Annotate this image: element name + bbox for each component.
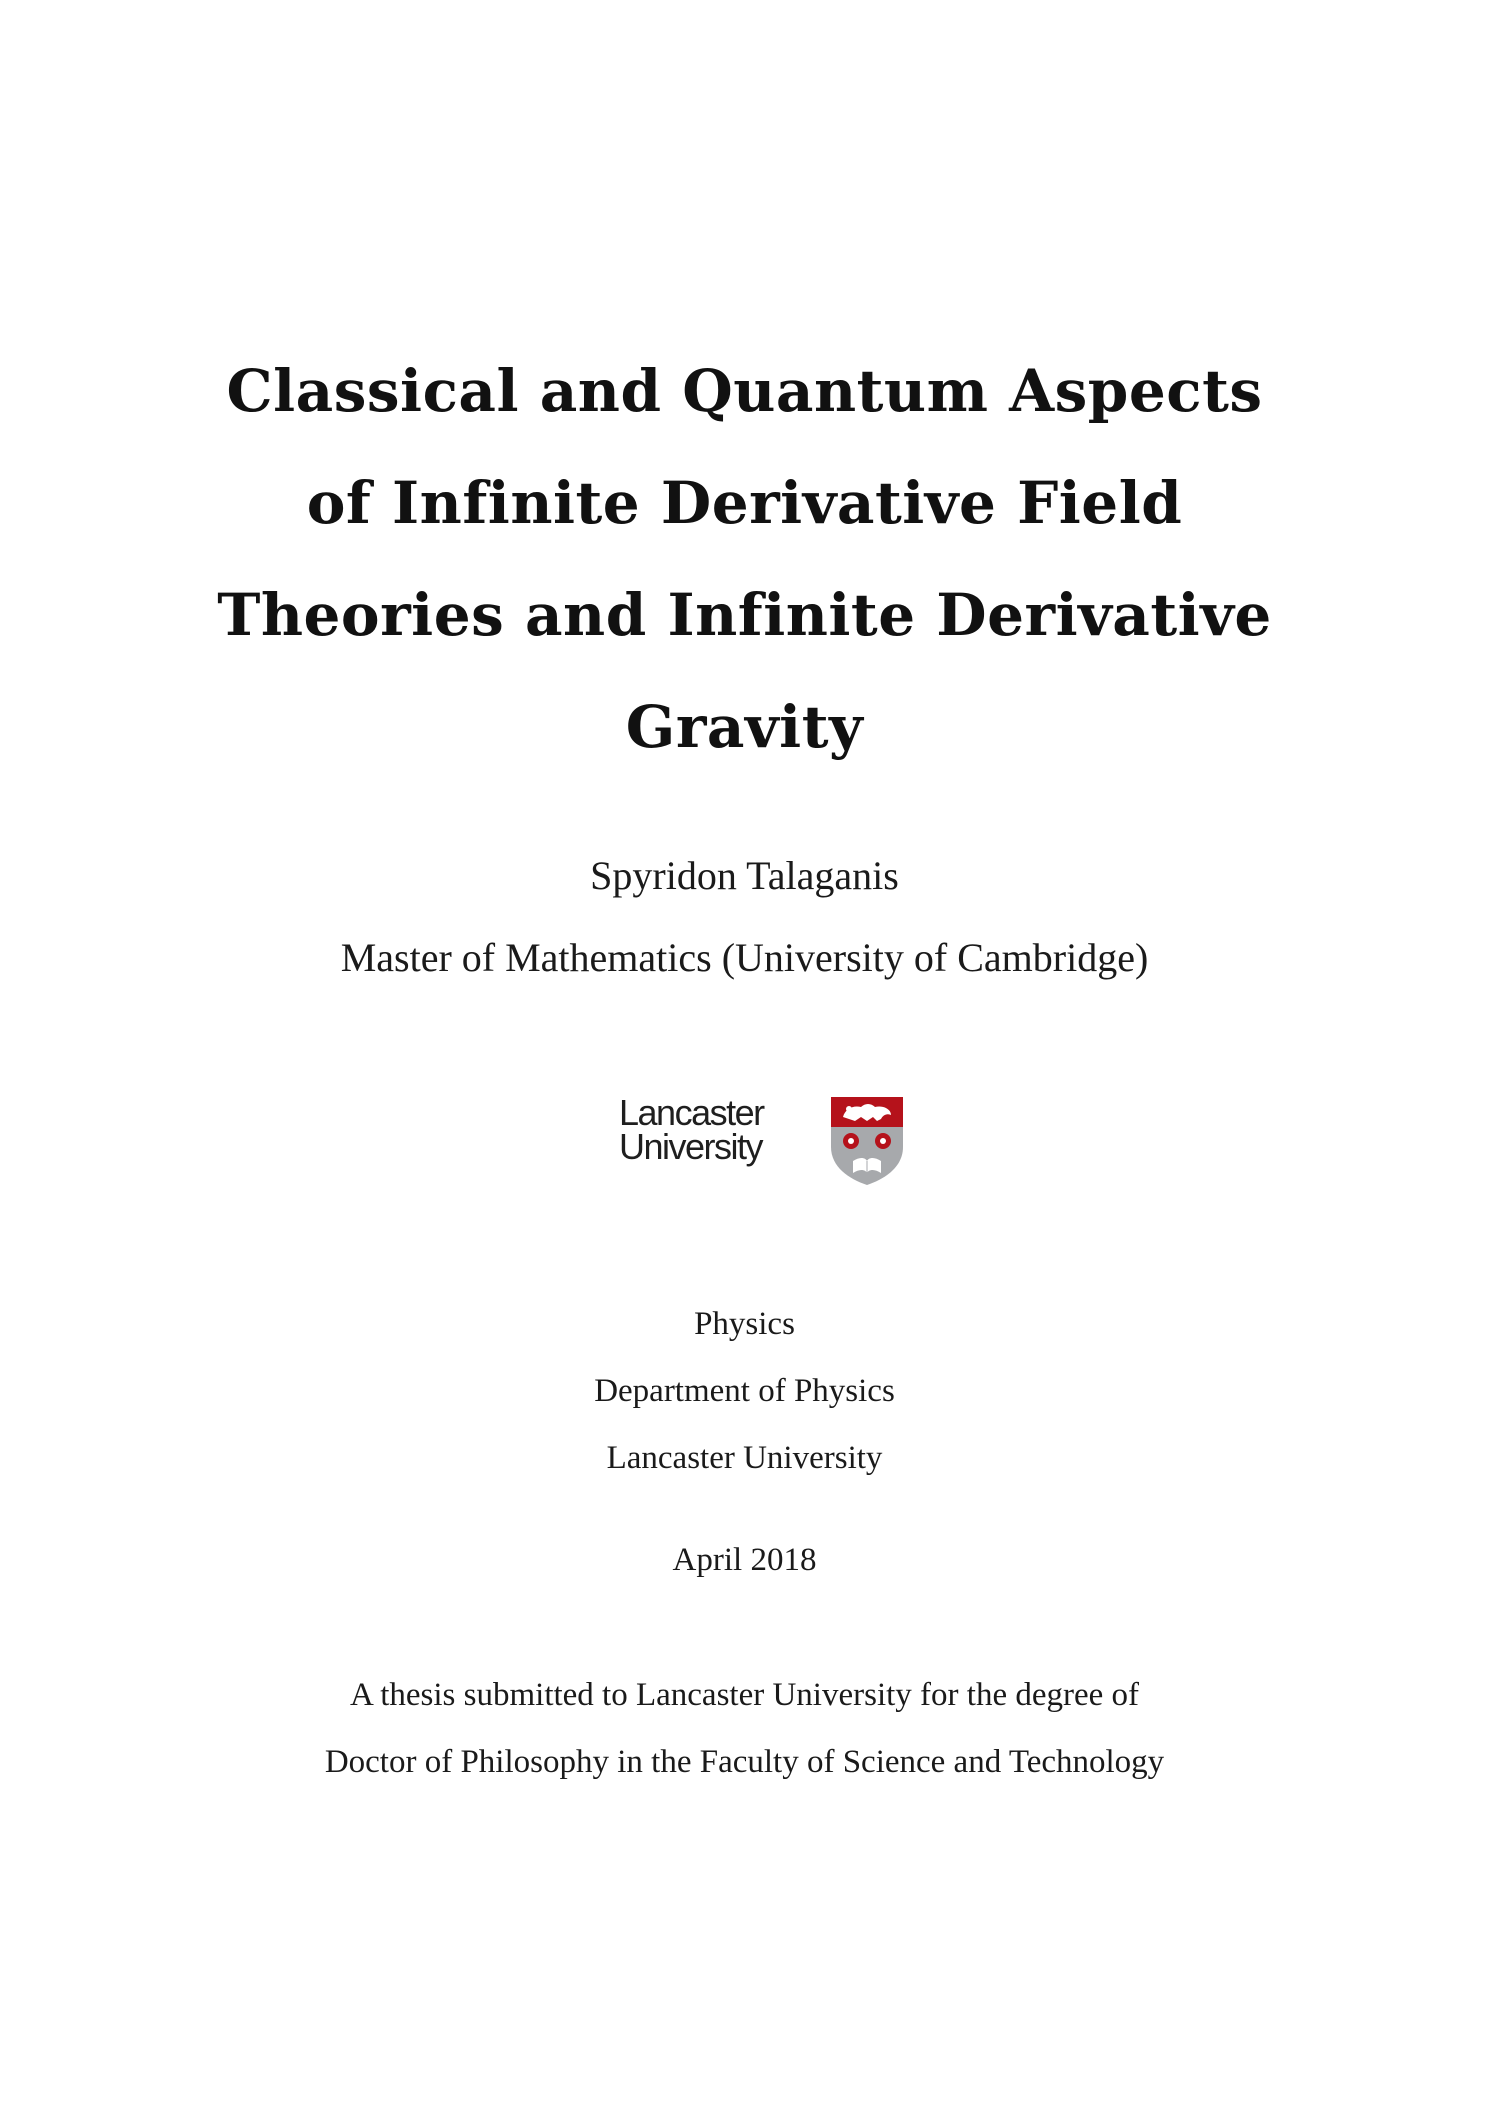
department-line-3: Lancaster University xyxy=(606,1440,883,1476)
prior-degree: Master of Mathematics (University of Cambridge) xyxy=(340,935,1149,980)
logo-line-2: University xyxy=(619,1126,763,1167)
title-line-4: Gravity xyxy=(625,693,864,761)
submission-date: April 2018 xyxy=(672,1542,817,1578)
degree-statement-line-2: Doctor of Philosophy in the Faculty of Science and Technology xyxy=(324,1744,1165,1780)
department-line-2: Department of Physics xyxy=(594,1373,895,1409)
thesis-title xyxy=(0,335,1489,783)
title-line-2: of Infinite Derivative Field xyxy=(306,469,1183,537)
university-logo xyxy=(619,1092,909,1195)
logo-wordmark xyxy=(619,1092,764,1167)
lancaster-crest-icon xyxy=(829,1095,905,1187)
degree-statement-line-1: A thesis submitted to Lancaster University for the degree of xyxy=(349,1677,1140,1713)
logo-line-1: Lancaster xyxy=(619,1092,764,1133)
title-line-1: Classical and Quantum Aspects xyxy=(226,357,1263,425)
title-line-3: Theories and Infinite Derivative xyxy=(217,581,1272,649)
author-name: Spyridon Talaganis xyxy=(590,853,899,898)
department-line-1: Physics xyxy=(694,1306,795,1342)
